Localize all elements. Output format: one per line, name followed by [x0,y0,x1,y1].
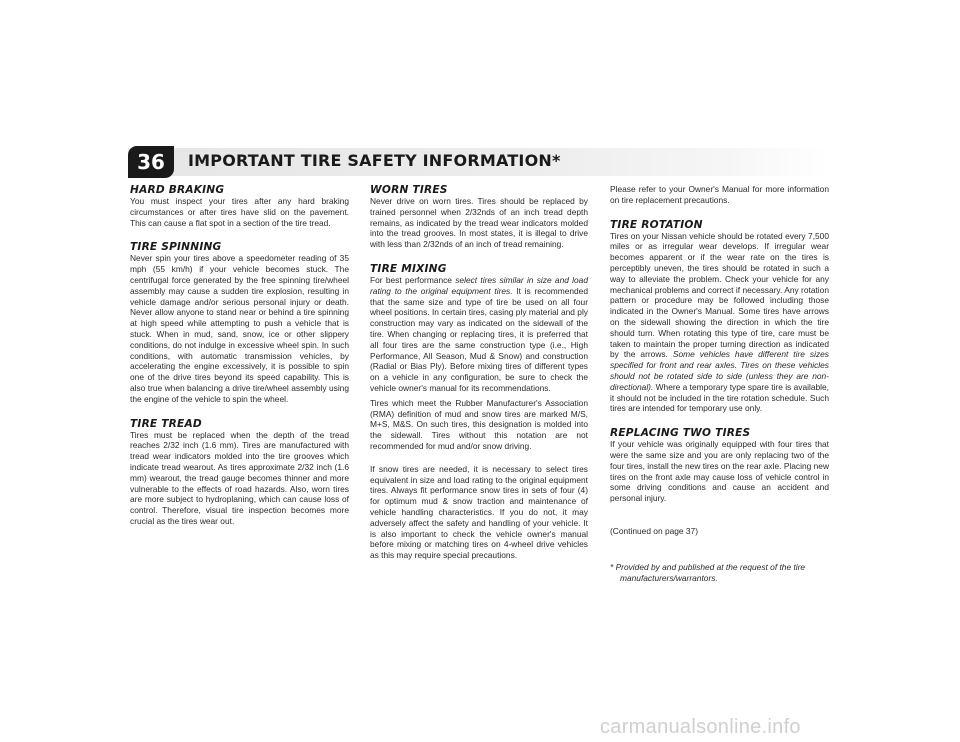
text-tire-rotation-lead: Tires on your Nissan vehicle should be rotated every 7,500 miles or as irregular wear develops. If irregular wear becomes apparent or if the wear rate on the tires is perceptibly uneven, the tires should be rotated in such a way to alleviate the problem. Check your vehicle for any mechanical problems and correct if necessary. Any rotation pattern or procedure may be followed including those indicated in the Owner's Manual. Some tires have arrows on the sidewall showing the direction in which the tire should turn. When rotating this type of tire, care must be taken to maintain the proper turning direction as indicated by the arrows. [610,230,829,360]
text-refer-owners-manual: Please refer to your Owner's Manual for more information on tire replacement precautions. [610,184,829,205]
text-tire-rotation-rest: Where a temporary type spare tire is available, it should not be included in the tire rotation schedule. Such tires are intended for temporary use only. [610,381,829,414]
heading-replacing-two-tires: REPLACING TWO TIRES [610,427,751,440]
text-tire-spinning: Never spin your tires above a speedometer reading of 35 mph (55 km/h) if your vehicle becomes stuck. The centrifugal force generated by the free spinning tire/wheel assembly may cause a sudden tire explosion, resulting in vehicle damage and/or serious personal injury or death. Never allow anyone to stand near or behind a tire spinning at high speed while attempting to push a vehicle that is stuck. When in mud, sand, snow, ice or other slippery conditions, do not indulge in excessive wheel spin. In such conditions, with automatic transmission vehicles, by accelerating the engine excessively, it is possible to spin one of the drive tires beyond its speed capability. This is also true when balancing a drive tire/wheel assembly using the engine of the vehicle to spin the wheel. [130,253,349,404]
continued-note: (Continued on page 37) [610,525,699,536]
text-replacing-two-tires: If your vehicle was originally equipped with four tires that were the same size and you are only replacing two of the four tires, install the new tires on the rear axle. Placing new tires on the front axle may cause loss of vehicle control in some driving conditions and cause an accident and personal injury. [610,439,829,504]
text-tire-mixing-1-lead: For best performance [370,274,456,285]
heading-worn-tires: WORN TIRES [370,184,448,196]
heading-tire-tread: TIRE TREAD [130,417,202,430]
text-hard-braking: You must inspect your tires after any hard braking circumstances or after tires have slid on the pavement. This can cause a flat spot in a section of the tire tread. [130,196,349,228]
heading-hard-braking: HARD BRAKING [130,184,225,196]
text-worn-tires: Never drive on worn tires. Tires should be replaced by trained personnel when 2/32nds of an inch tread depth remains, as indicated by the tread wear indicators molded into the tread grooves. In most states, it is illegal to drive with less than 2/32nds of an inch of tread remaining. [370,196,588,250]
text-tire-mixing-1-italic: select tires similar in size and load rating to the original equipment tires. [370,274,588,296]
heading-tire-rotation: TIRE ROTATION [610,218,703,231]
text-tire-rotation [610,231,829,415]
text-tire-mixing-2: Tires which meet the Rubber Manufacturer's Association (RMA) definition of mud and snow tires are marked M/S, M+S, M&S. On such tires, this designation is molded into the sidewall. Tires without this notation are not recommended for mud and/or snow driving. [370,397,588,451]
text-tire-mixing-1-rest: It is recommended that the same size and type of tire be used on all four wheel positions. In certain tires, casing ply material and ply construction may vary as indicated on the sidewall of the tire. When changing or replacing tires, it is preferred that all four tires are the same construction type (i.e., High Performance, All Season, Mud & Snow) and construction (Radial or Bias Ply). Before mixing tires of different types on a vehicle in any configuration, be sure to check the vehicle owner's manual for its recommendations. [370,285,588,393]
column-left [130,184,349,527]
heading-tire-spinning: TIRE SPINNING [130,241,222,254]
watermark: carmanualsonline.info [600,716,801,738]
text-tire-rotation-italic: Some vehicles have different tire sizes specified for front and rear axles. Tires on these vehicles should not be rotated side to side (unless they are non-directional). [610,349,829,392]
text-tire-mixing-3: If snow tires are needed, it is necessary to select tires equivalent in size and load rating to the original equipment tires. Always fit performance snow tires in sets of four (4) for optimum mud & snow traction and maintenance of vehicle handling characteristics. If you do not, it may adversely affect the safety and handling of your vehicle. It is also important to check the vehicle owner's manual before mixing or matching tires on 4-wheel drive vehicles as this may require special precautions. [370,463,588,561]
text-tire-mixing-1 [370,275,588,394]
page-number-badge: 36 [128,146,174,178]
heading-tire-mixing: TIRE MIXING [370,262,447,275]
footnote: * Provided by and published at the request of the tire manufacturers/warrantors. [610,562,806,583]
column-right [610,184,829,537]
page-title: IMPORTANT TIRE SAFETY INFORMATION* [188,151,561,170]
column-middle [370,184,588,561]
text-tire-tread: Tires must be replaced when the depth of the tread reaches 2/32 inch (1.6 mm). Tires are manufactured with tread wear indicators molded into the tire grooves which indicate tread wearout. As tires approximate 2/32 inch (1.6 mm) wearout, the tread gauge becomes thinner and more vulnerable to the effects of road hazards. Also, worn tires are more subject to hydroplaning, which can cause loss of control. Therefore, visual tire inspection becomes more crucial as the tires wear out. [130,429,349,526]
